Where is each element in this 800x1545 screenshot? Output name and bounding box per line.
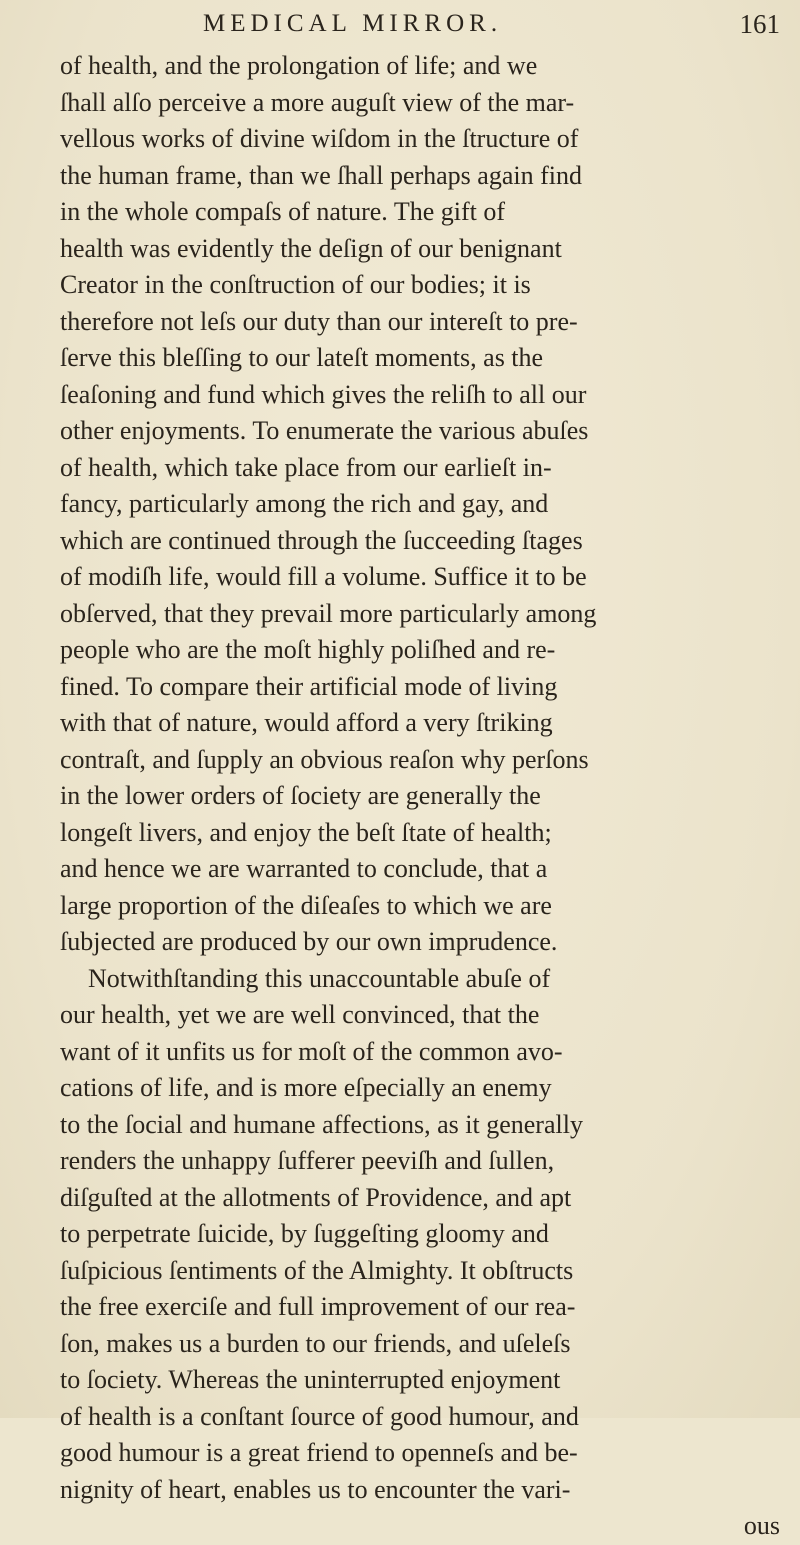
text-line: longeſt livers, and enjoy the beſt ſtate of health; [60,817,552,847]
running-head [60,4,780,44]
text-line: the human frame, than we ſhall perhaps again find [60,160,582,190]
running-head-title: MEDICAL MIRROR. [203,10,503,37]
text-line: to ſociety. Whereas the uninterrupted enjoyment [60,1365,561,1394]
text-line: cations of life, and is more eſpecially an enemy [60,1073,552,1102]
text-line: people who are the moſt highly poliſhed and re- [60,635,556,664]
text-line: of modiſh life, would fill a volume. Suffice it to be [60,562,587,591]
text-line: large proportion of the diſeaſes to which we are [60,890,552,920]
paragraph-start-line: Notwithſtanding this unaccountable abuſe of [88,963,551,993]
text-line: our health, yet we are well convinced, that the [60,1000,540,1029]
page-number: 161 [739,9,780,39]
text-line: diſguſted at the allotments of Providence, and apt [60,1182,572,1212]
text-line: of health is a conſtant ſource of good humour, and [60,1401,579,1431]
text-line: the free exerciſe and full improvement of our rea- [60,1292,576,1321]
text-line: health was evidently the deſign of our benignant [60,233,562,263]
text-line: ſerve this bleſſing to our lateſt moments, as the [60,343,544,372]
body-text [60,48,782,1545]
text-line: to the ſocial and humane affections, as it generally [60,1109,583,1139]
text-line: fancy, particularly among the rich and gay, and [60,489,549,518]
text-line: ſuſpicious ſentiments of the Almighty. It obſtructs [60,1255,574,1285]
text-line: ſhall alſo perceive a more auguſt view of the mar- [60,87,575,117]
text-line: which are continued through the ſucceeding ſtages [60,525,583,555]
text-line: in the lower orders of ſociety are generally the [60,781,541,810]
text-line: to perpetrate ſuicide, by ſuggeſting gloomy and [60,1219,549,1248]
text-line: contraſt, and ſupply an obvious reaſon why perſons [60,744,589,774]
text-line: fined. To compare their artificial mode of living [60,671,558,701]
catchword: ous [743,1511,780,1540]
text-line: other enjoyments. To enumerate the various abuſes [60,416,589,445]
text-line: in the whole compaſs of nature. The gift of [60,197,506,226]
text-line: of health, and the prolongation of life; and we [60,51,538,80]
text-line: obſerved, that they prevail more particularly among [60,598,597,628]
text-line: renders the unhappy ſufferer peeviſh and ſullen, [60,1146,555,1175]
text-line: ſon, makes us a burden to our friends, and uſeleſs [60,1328,571,1358]
text-line: nignity of heart, enables us to encounter the vari- [60,1474,571,1504]
text-line: ſubjected are produced by our own imprudence. [60,927,558,956]
text-line: of health, which take place from our earlieſt in- [60,452,552,482]
text-line: with that of nature, would afford a very ſtriking [60,708,553,737]
text-line: vellous works of divine wiſdom in the ſtructure of [60,124,579,153]
text-line: good humour is a great friend to openneſs and be- [60,1438,578,1467]
text-line: Creator in the conſtruction of our bodies; it is [60,270,531,299]
text-line: therefore not leſs our duty than our intereſt to pre- [60,306,578,336]
text-line: and hence we are warranted to conclude, that a [60,854,548,883]
text-line: ſeaſoning and fund which gives the reliſh to all our [60,379,587,409]
text-line: want of it unfits us for moſt of the common avo- [60,1036,563,1066]
